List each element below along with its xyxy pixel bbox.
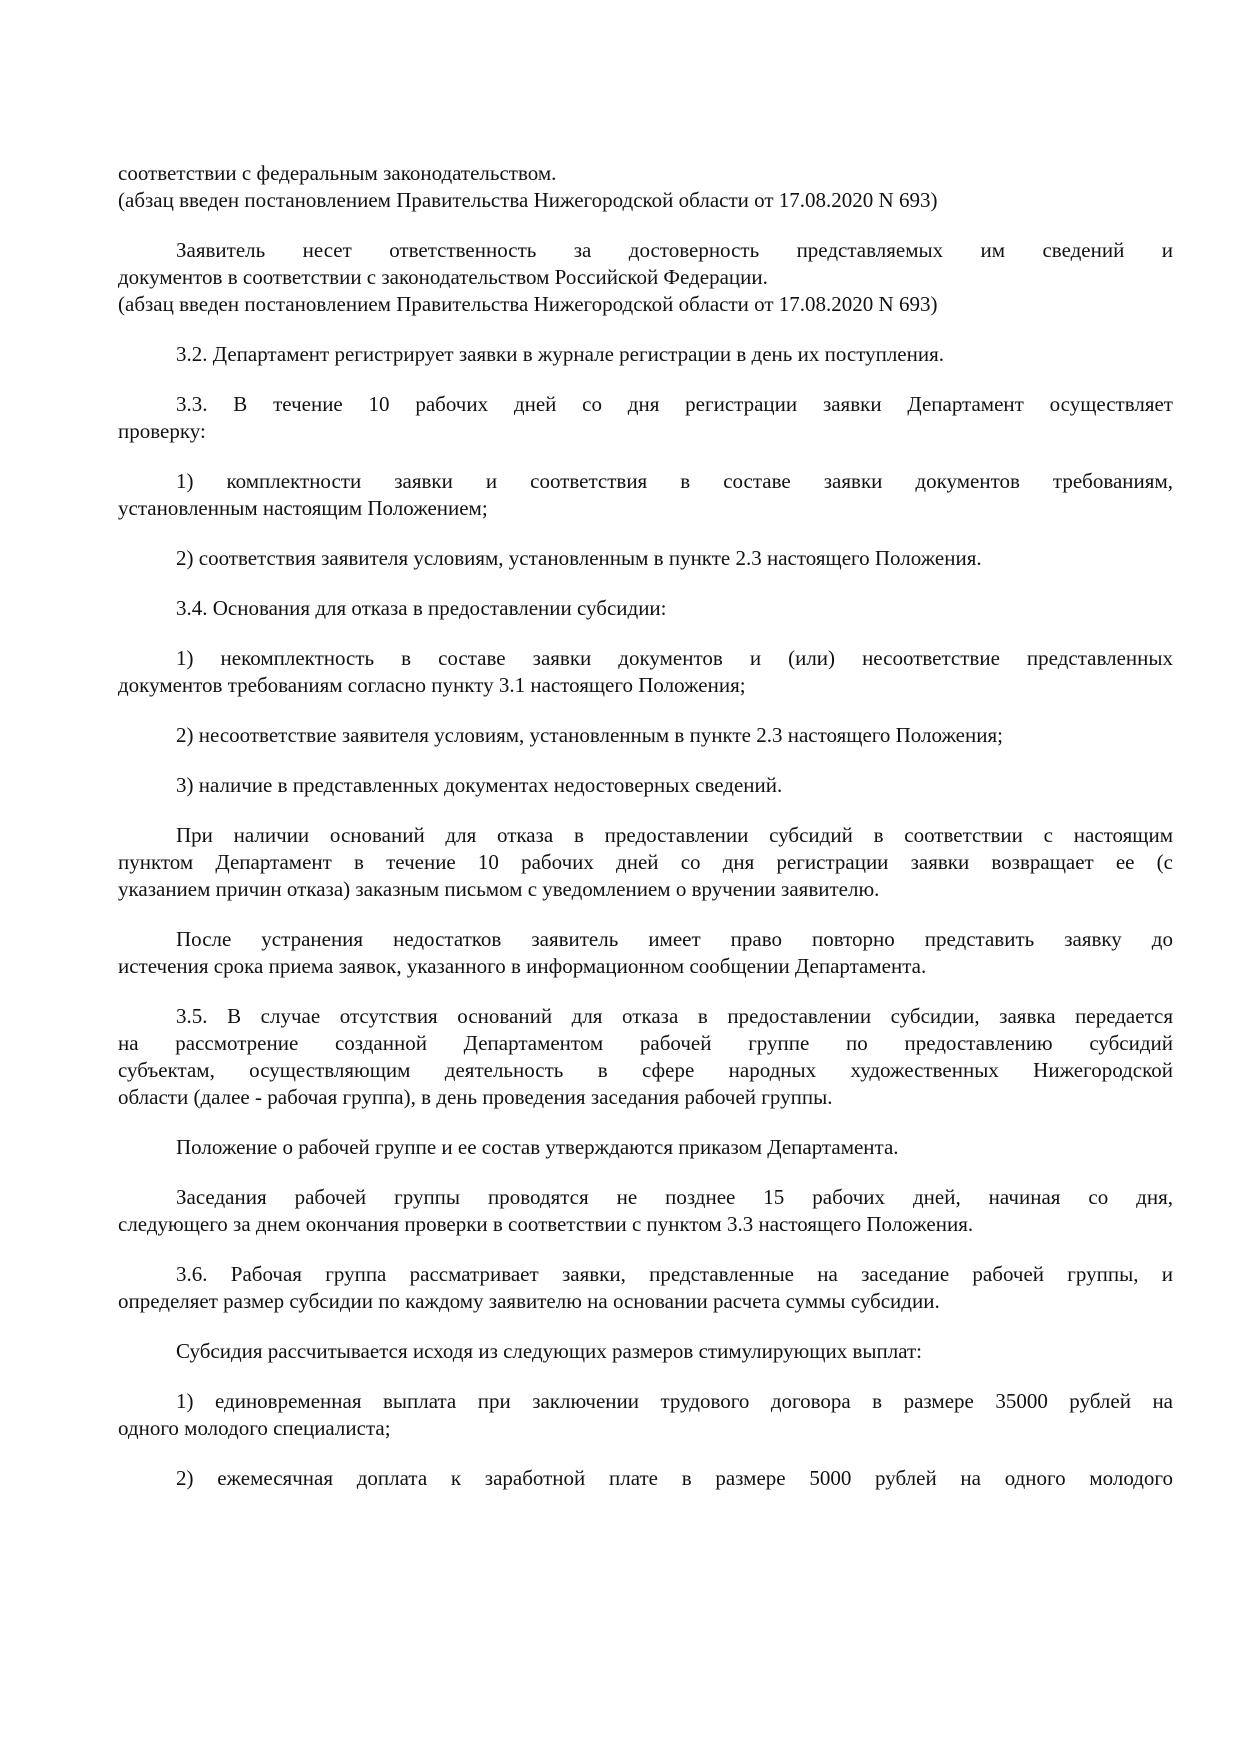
paragraph-gap <box>118 699 1173 722</box>
text-line: документов требованиям согласно пункту 3.1 настоящего Положения; <box>118 673 746 697</box>
text-line: 3.4. Основания для отказа в предоставлении субсидии: <box>176 596 667 620</box>
text-line: Положение о рабочей группе и ее состав утверждаются приказом Департамента. <box>176 1135 899 1159</box>
paragraph-gap <box>118 368 1173 391</box>
paragraph-gap <box>118 1111 1173 1134</box>
text-line: (абзац введен постановлением Правительства Нижегородской области от 17.08.2020 N 693) <box>118 292 938 316</box>
text-line: Субсидия рассчитывается исходя из следующих размеров стимулирующих выплат: <box>176 1339 923 1363</box>
text-line: 3.2. Департамент регистрирует заявки в журнале регистрации в день их поступления. <box>176 342 945 366</box>
text-line: указанием причин отказа) заказным письмом с уведомлением о вручении заявителю. <box>118 877 880 901</box>
paragraph-gap <box>118 572 1173 595</box>
text-line: 1) некомплектность в составе заявки документов и (или) несоответствие представленных <box>176 646 1173 670</box>
text-line: 3.6. Рабочая группа рассматривает заявки, представленные на заседание рабочей группы, и <box>176 1262 1173 1286</box>
text-line: При наличии оснований для отказа в предоставлении субсидий в соответствии с настоящим <box>176 823 1173 847</box>
paragraph <box>118 1338 1173 1365</box>
text-line: 2) несоответствие заявителя условиям, установленным в пункте 2.3 настоящего Положения; <box>176 723 1003 747</box>
text-line: субъектам, осуществляющим деятельность в сфере народных художественных Нижегородской <box>118 1058 1173 1082</box>
text-line: (абзац введен постановлением Правительства Нижегородской области от 17.08.2020 N 693) <box>118 188 938 212</box>
text-line: 3.5. В случае отсутствия оснований для отказа в предоставлении субсидии, заявка передается <box>176 1004 1173 1028</box>
paragraph-gap <box>118 318 1173 341</box>
paragraph <box>118 772 1173 799</box>
text-line: После устранения недостатков заявитель имеет право повторно представить заявку до <box>176 927 1173 951</box>
paragraph <box>118 545 1173 572</box>
text-line: проверку: <box>118 419 206 443</box>
document-body <box>118 160 1173 1492</box>
text-line: области (далее - рабочая группа), в день проведения заседания рабочей группы. <box>118 1085 833 1109</box>
paragraph <box>118 645 1173 699</box>
paragraph <box>118 1184 1173 1238</box>
text-line: соответствии с федеральным законодательством. <box>118 161 557 185</box>
paragraph <box>118 1261 1173 1315</box>
paragraph-gap <box>118 1161 1173 1184</box>
text-line: 1) единовременная выплата при заключении трудового договора в размере 35000 рублей на <box>176 1389 1173 1413</box>
paragraph <box>118 722 1173 749</box>
paragraph <box>118 926 1173 980</box>
text-line: 2) ежемесячная доплата к заработной плате в размере 5000 рублей на одного молодого <box>176 1466 1173 1490</box>
paragraph <box>118 1465 1173 1492</box>
paragraph-gap <box>118 522 1173 545</box>
text-line: 1) комплектности заявки и соответствия в составе заявки документов требованиям, <box>176 469 1173 493</box>
paragraph-gap <box>118 980 1173 1003</box>
text-line: 3.3. В течение 10 рабочих дней со дня регистрации заявки Департамент осуществляет <box>176 392 1173 416</box>
paragraph <box>118 1388 1173 1442</box>
paragraph <box>118 595 1173 622</box>
paragraph-gap <box>118 1365 1173 1388</box>
paragraph <box>118 1003 1173 1111</box>
paragraph <box>118 391 1173 445</box>
paragraph <box>118 237 1173 318</box>
text-line: 2) соответствия заявителя условиям, установленным в пункте 2.3 настоящего Положения. <box>176 546 982 570</box>
text-line: истечения срока приема заявок, указанного в информационном сообщении Департамента. <box>118 954 927 978</box>
text-line: одного молодого специалиста; <box>118 1416 391 1440</box>
text-line: Заседания рабочей группы проводятся не позднее 15 рабочих дней, начиная со дня, <box>176 1185 1173 1209</box>
text-line: на рассмотрение созданной Департаментом рабочей группе по предоставлению субсидий <box>118 1031 1173 1055</box>
paragraph <box>118 1134 1173 1161</box>
text-line: пунктом Департамент в течение 10 рабочих дней со дня регистрации заявки возвращает ее (с <box>118 850 1173 874</box>
paragraph-gap <box>118 1238 1173 1261</box>
paragraph <box>118 160 1173 214</box>
text-line: документов в соответствии с законодательством Российской Федерации. <box>118 265 768 289</box>
text-line: определяет размер субсидии по каждому заявителю на основании расчета суммы субсидии. <box>118 1289 940 1313</box>
paragraph-gap <box>118 903 1173 926</box>
paragraph-gap <box>118 749 1173 772</box>
text-line: 3) наличие в представленных документах недостоверных сведений. <box>176 773 783 797</box>
text-line: Заявитель несет ответственность за достоверность представляемых им сведений и <box>176 238 1173 262</box>
paragraph-gap <box>118 445 1173 468</box>
paragraph-gap <box>118 1315 1173 1338</box>
paragraph-gap <box>118 1442 1173 1465</box>
text-line: установленным настоящим Положением; <box>118 496 488 520</box>
paragraph <box>118 468 1173 522</box>
text-line: следующего за днем окончания проверки в соответствии с пунктом 3.3 настоящего Положения. <box>118 1212 974 1236</box>
paragraph-gap <box>118 214 1173 237</box>
paragraph <box>118 341 1173 368</box>
paragraph <box>118 822 1173 903</box>
paragraph-gap <box>118 799 1173 822</box>
paragraph-gap <box>118 622 1173 645</box>
